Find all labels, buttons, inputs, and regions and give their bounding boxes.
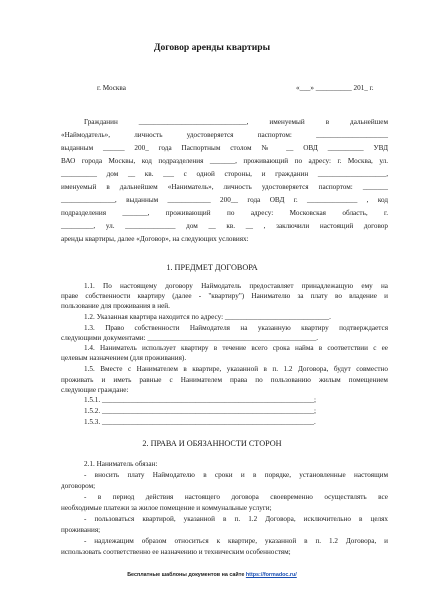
date-line: «___» __________ 201_ г. [296, 84, 374, 92]
clause-text: 1.1. По настоящему договору Наймодатель предоставляет принадлежащую ему на [84, 282, 388, 290]
clause-text: праве собственности квартиру (далее - "квартиру") Нанимателю за плату во владение и [61, 292, 388, 300]
section-2-heading: 2. ПРАВА И ОБЯЗАННОСТИ СТОРОН [142, 439, 282, 448]
clause-text: проживания; [61, 526, 101, 534]
clause-text: 1.5. Вместе с Нанимателем в квартире, указанной в п. 1.2 Договора, будут совместно [84, 365, 388, 373]
parties-line: __________ дом __ кв. ___ с одной стороны, и гражданин ___________________, [61, 170, 388, 178]
parties-line: выданным ______ 200_ года Паспортным столом № __ ОВД __________ УВД [61, 144, 388, 152]
clause-text: 2.1. Наниматель обязан: [84, 460, 158, 468]
clause-text: использовать соответственно ее назначению и техническим особенностям; [61, 548, 291, 556]
clause-text: пользование для проживания в ней. [61, 302, 170, 310]
parties-line: подразделения _______, проживающий по адресу: Московская область, г. [61, 209, 388, 217]
clause-text: необходимые платежи за жилое помещение и коммунальные услуги; [61, 504, 272, 512]
parties-line: _________, ул. ______________ дом __ кв. __ , заключили настоящий договор [61, 222, 388, 230]
clause-text: 1.2. Указанная квартира находится по адресу: _____________________________. [84, 313, 331, 321]
parties-line: _______________, выданным ____________ 200__ года ОВД г. ______________ , код [61, 196, 388, 204]
clause-text: - вносить плату Наймодателю в сроки и в порядке, установленные настоящим [84, 471, 388, 479]
clause-text: проживать и иметь равные с Нанимателем права по пользованию жилым помещением [61, 376, 388, 384]
parties-line: аренды квартиры, далее «Договор», на следующих условиях: [61, 235, 249, 243]
clause-text: следующими документами: _______________________________________________. [61, 334, 319, 342]
clause-text: следующие граждане: [61, 386, 129, 394]
footer-link[interactable]: https://formadoc.ru/ [245, 572, 297, 578]
clause-text: - надлежащим образом относиться к квартире, указанной в п. 1.2 Договора, и [84, 537, 388, 545]
clause-text: 1.4. Наниматель использует квартиру в течение всего срока найма в соответствии с ее [84, 344, 388, 352]
clause-text: договором; [61, 482, 96, 490]
parties-line: «Наймодатель», личность удостоверяется паспортом: ____________________ [61, 131, 388, 139]
list-item: 1.5.1. ___________________________________________________________; [84, 396, 316, 404]
list-item: 1.5.3. ___________________________________________________________. [84, 418, 316, 426]
clause-text: 1.3. Право собственности Наймодателя на указанную квартиру подтверждается [84, 324, 388, 332]
parties-line: Гражданин ______________________________, именуемый в дальнейшем [84, 118, 388, 126]
footer-label: Бесплатные шаблоны документов на сайте [127, 572, 245, 578]
footer [0, 572, 424, 578]
parties-line: ВАО города Москвы, код подразделения _______, проживающий по адресу: г. Москва, ул. [61, 157, 388, 165]
clause-text: целевым назначением (для проживания). [61, 354, 187, 362]
list-item: 1.5.2. ___________________________________________________________; [84, 407, 316, 415]
document-title: Договор аренды квартиры [153, 42, 271, 53]
parties-line: именуемый в дальнейшем «Наниматель», личность удостоверяется паспортом: _______ [61, 183, 388, 191]
city: г. Москва [97, 84, 126, 92]
clause-text: - пользоваться квартирой, указанной в п. 1.2 Договора, исключительно в целях [84, 515, 388, 523]
section-1-heading: 1. ПРЕДМЕТ ДОГОВОРА [166, 263, 258, 272]
clause-text: - в период действия настоящего договора своевременно осуществлять все [84, 493, 388, 501]
